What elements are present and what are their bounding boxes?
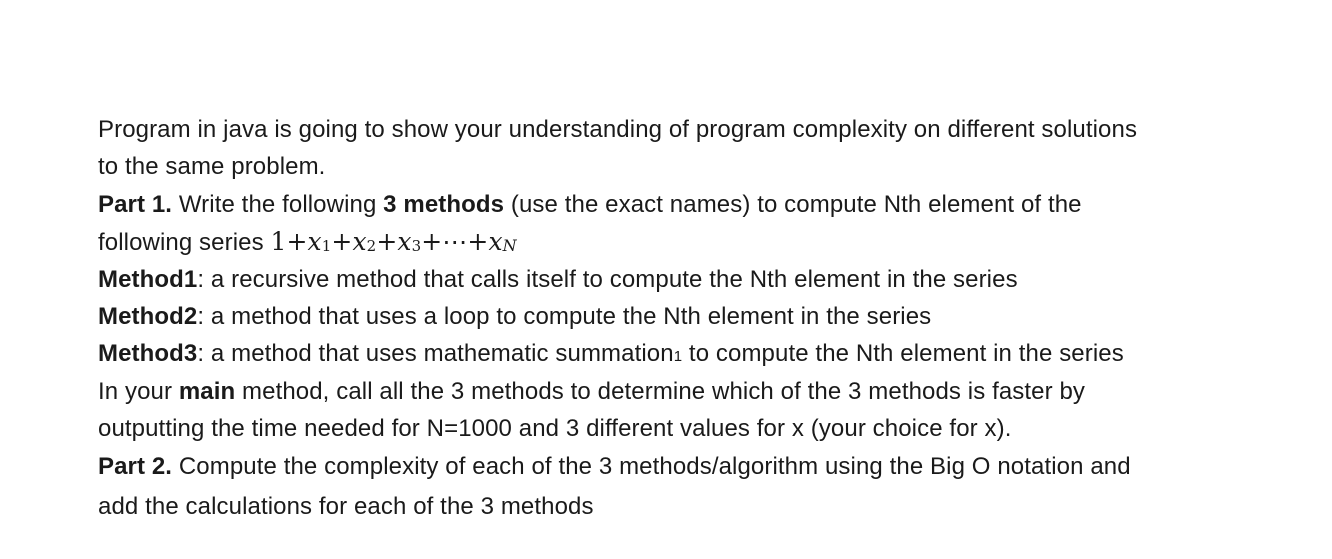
part1-bold-methods: 3 methods <box>383 190 505 218</box>
part2-line-2 <box>98 485 1328 525</box>
series-line <box>98 223 1328 260</box>
part2-line <box>98 448 1328 485</box>
method3-name: Method3 <box>98 340 198 368</box>
main-line-1 <box>98 373 1328 410</box>
part1-line <box>98 186 1328 223</box>
method1-desc: : a recursive method that calls itself to compute the Nth element in the series <box>197 265 1018 293</box>
intro-line-2 <box>98 148 1328 185</box>
method2-line <box>98 298 1328 335</box>
method1-name: Method1 <box>98 265 198 293</box>
main-line-2 <box>98 410 1328 447</box>
method3-line <box>98 335 1328 372</box>
main-text-a: In your <box>98 377 179 405</box>
part1-text-a: Write the following <box>172 190 384 218</box>
series-formula: $1+x_1+x_2+x_3+\cdots+x_N$ <box>270 227 517 257</box>
part2-label: Part 2. <box>98 452 173 480</box>
main-text-2: outputting the time needed for N=1000 and 3 different values for x (your choice for x). <box>98 415 1012 443</box>
main-bold: main <box>178 377 236 405</box>
intro-line-1 <box>98 111 1328 148</box>
problem-statement <box>98 111 1328 525</box>
intro-text-1: Program in java is going to show your understanding of program complexity on different solutions <box>98 116 1138 143</box>
part2-text: Compute the complexity of each of the 3 methods/algorithm using the Big O notation and <box>172 452 1131 480</box>
method3-desc-a: : a method that uses mathematic summation <box>197 340 674 368</box>
method3-desc-b: to compute the Nth element in the series <box>682 340 1124 368</box>
method2-desc: : a method that uses a loop to compute the Nth element in the series <box>197 302 932 330</box>
footnote-marker: 1 <box>673 348 683 366</box>
method2-name: Method2 <box>98 302 198 330</box>
method1-line <box>98 261 1328 298</box>
intro-text-2: to the same problem. <box>98 153 326 181</box>
part2-text-2: add the calculations for each of the 3 methods <box>98 492 594 520</box>
part1-text-b: (use the exact names) to compute Nth element of the <box>504 190 1082 218</box>
main-text-b: method, call all the 3 methods to determine which of the 3 methods is faster by <box>235 377 1086 405</box>
part1-label: Part 1. <box>98 190 173 218</box>
series-prefix: following series <box>98 229 271 257</box>
